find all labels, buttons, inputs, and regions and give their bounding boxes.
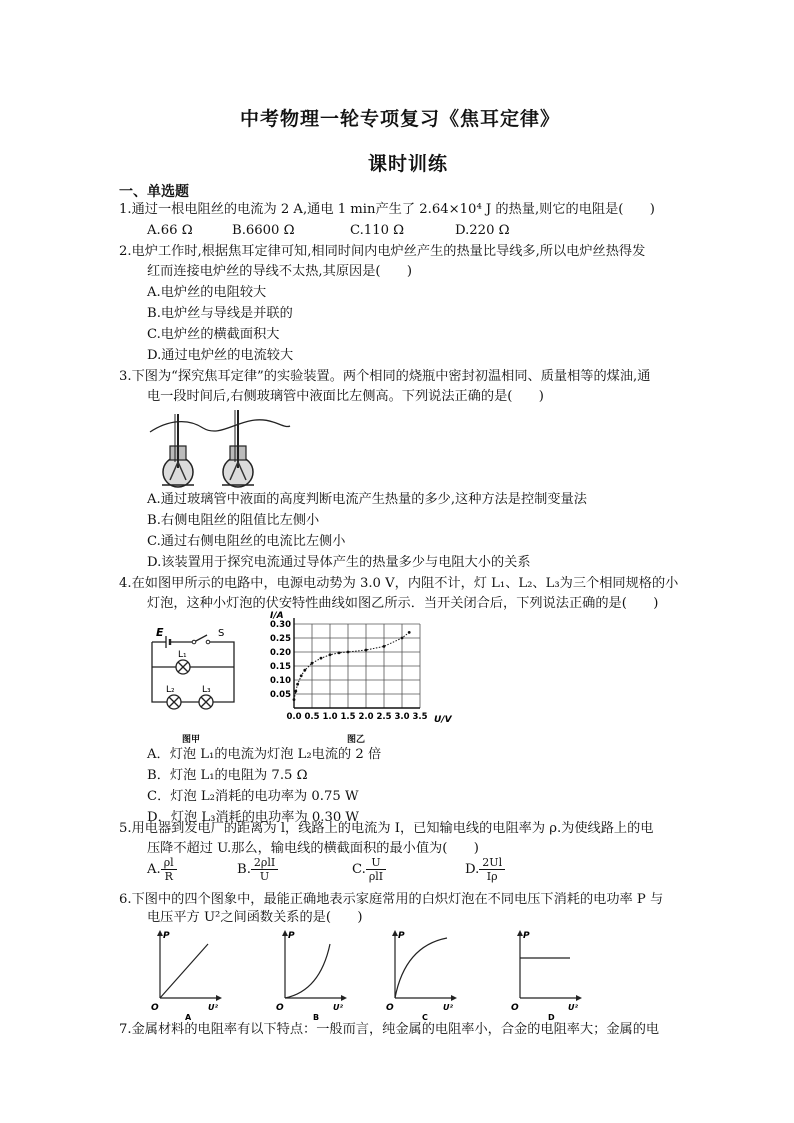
q5-d-numerator: 2Ul — [479, 856, 505, 870]
q2-option-b: B.电炉丝与导线是并联的 — [147, 306, 293, 321]
x-tick-label: 1.5 — [340, 712, 356, 722]
circuit-diagram — [144, 622, 244, 714]
q1-option-a: A.66 Ω — [147, 223, 193, 238]
data-point — [293, 698, 296, 701]
question-3-stem-line2: 电一段时间后,右侧玻璃管中液面比左侧高。下列说法正确的是( ) — [147, 389, 544, 404]
graph-a-y-label: P — [163, 931, 170, 941]
q4-option-c: C．灯泡 L₂消耗的电功率为 0.75 W — [147, 789, 359, 804]
x-tick-label: 0.5 — [304, 712, 320, 722]
q4-option-d: D．灯泡 L₃消耗的电功率为 0.30 W — [147, 810, 359, 825]
question-4-stem-line1: 4.在如图甲所示的电路中，电源电动势为 3.0 V，内阻不计，灯 L₁、L₂、L₃为三个相同规格的小 — [119, 576, 679, 591]
graph-b-y-label: P — [288, 931, 295, 941]
graph-d-y-label: P — [523, 931, 530, 941]
q4-option-b: B．灯泡 L₁的电阻为 7.5 Ω — [147, 768, 308, 783]
q1-option-b: B.6600 Ω — [232, 223, 295, 238]
question-2-stem-line2: 红而连接电炉丝的导线不太热,其原因是( ) — [147, 264, 413, 279]
y-tick-label: 0.25 — [270, 634, 291, 644]
q1-option-d: D.220 Ω — [455, 223, 510, 238]
q2-option-c: C.电炉丝的横截面积大 — [147, 327, 280, 342]
q3-option-b: B.右侧电阻丝的阻值比左侧小 — [147, 513, 320, 528]
graph-c-label: C — [422, 1013, 428, 1022]
x-tick-label: 1.0 — [322, 712, 338, 722]
x-tick-label: 3.5 — [412, 712, 428, 722]
x-tick-label: 2.5 — [376, 712, 392, 722]
graph-a-origin: O — [151, 1003, 159, 1013]
graph-c-y-label: P — [398, 931, 405, 941]
question-3-stem-line1: 3.下图为“探究焦耳定律”的实验装置。两个相同的烧瓶中密封初温相同、质量相等的煤油,通 — [119, 369, 651, 384]
q5-d-denominator: Iρ — [486, 870, 498, 883]
iu-characteristic-chart — [262, 606, 462, 728]
left-flask — [162, 414, 194, 487]
question-1-stem: 1.通过一根电阻丝的电流为 2 A,通电 1 min产生了 2.64×10⁴ J 的热量,则它的电阻是( ) — [119, 202, 655, 217]
data-point — [296, 683, 299, 686]
data-point — [401, 637, 404, 640]
question-4-stem-line2: 灯泡，这种小灯泡的伏安特性曲线如图乙所示．当开关闭合后，下列说法正确的是( ) — [147, 596, 659, 611]
circuit-label-e: E — [156, 626, 164, 639]
circuit-label-l2: L₂ — [166, 685, 175, 695]
data-point — [320, 657, 323, 660]
data-point — [383, 645, 386, 648]
page-subtitle: 课时训练 — [368, 153, 449, 175]
data-point — [329, 653, 332, 656]
circuit-caption: 图甲 — [182, 735, 201, 745]
circuit-label-l1: L₁ — [178, 650, 187, 660]
question-5-stem-line2: 压降不超过 U.那么，输电线的横截面积的最小值为( ) — [147, 841, 479, 856]
chart-y-label: I/A — [270, 611, 284, 621]
graph-c-x-label: U² — [443, 1003, 453, 1012]
q4-option-a: A．灯泡 L₁的电流为灯泡 L₂电流的 2 倍 — [147, 747, 382, 762]
graph-d-label: D — [548, 1013, 555, 1022]
q2-option-a: A.电炉丝的电阻较大 — [147, 285, 267, 300]
q5-option-c — [352, 856, 386, 883]
q5-option-a-label: A. — [147, 862, 161, 877]
data-point — [408, 631, 411, 634]
graph-d-origin: O — [511, 1003, 519, 1013]
q3-option-c: C.通过右侧电阻丝的电流比左侧小 — [147, 534, 346, 549]
graph-a-x-label: U² — [208, 1003, 218, 1012]
graph-b — [275, 926, 355, 1022]
graph-b-x-label: U² — [333, 1003, 343, 1012]
q1-option-c: C.110 Ω — [350, 223, 405, 238]
q5-option-b-label: B. — [237, 862, 251, 877]
data-point — [347, 651, 350, 654]
graph-b-origin: O — [276, 1003, 284, 1013]
q5-option-b — [237, 856, 278, 883]
q2-option-d: D.通过电炉丝的电流较大 — [147, 348, 294, 363]
graph-a-label: A — [185, 1013, 192, 1022]
circuit-label-l3: L₃ — [202, 685, 211, 695]
y-tick-label: 0.20 — [270, 648, 291, 658]
x-tick-label: 2.0 — [358, 712, 374, 722]
question-6-stem-line1: 6.下图中的四个图象中，最能正确地表示家庭常用的白炽灯泡在不同电压下消耗的电功率 P 与 — [119, 892, 664, 907]
q5-option-d — [465, 856, 505, 883]
q3-option-d: D.该装置用于探究电流通过导体产生的热量多少与电阻大小的关系 — [147, 555, 531, 570]
y-tick-label: 0.10 — [270, 676, 291, 686]
q5-a-numerator: ρl — [161, 856, 177, 870]
x-tick-label: 3.0 — [394, 712, 410, 722]
q5-option-a — [147, 856, 177, 883]
question-7-stem-line1: 7.金属材料的电阻率有以下特点：一般而言，纯金属的电阻率小，合金的电阻率大；金属的电 — [119, 1022, 660, 1037]
q5-b-denominator: U — [259, 870, 270, 883]
graph-c-origin: O — [386, 1003, 394, 1013]
q3-option-a: A.通过玻璃管中液面的高度判断电流产生热量的多少,这种方法是控制变量法 — [147, 492, 587, 507]
section-heading: 一、单选题 — [119, 184, 189, 200]
question-6-stem-line2: 电压平方 U²之间函数关系的是( ) — [147, 910, 363, 925]
y-tick-label: 0.05 — [270, 690, 291, 700]
graph-caption: 图乙 — [347, 735, 366, 745]
question-2-stem-line1: 2.电炉工作时,根据焦耳定律可知,相同时间内电炉丝产生的热量比导线多,所以电炉丝热得发 — [119, 244, 646, 259]
question-5-stem-line1: 5.用电器到发电厂的距离为 l，线路上的电流为 I，已知输电线的电阻率为 ρ.为使线路上的电 — [119, 821, 654, 836]
q5-option-d-label: D. — [465, 862, 480, 877]
data-point — [365, 649, 368, 652]
data-point — [338, 651, 341, 654]
data-point — [294, 690, 297, 693]
y-tick-label: 0.30 — [270, 620, 291, 630]
graph-a — [150, 926, 230, 1022]
data-point — [303, 669, 306, 672]
graph-b-label: B — [313, 1013, 320, 1022]
data-point — [300, 674, 303, 677]
q5-b-numerator: 2ρlI — [251, 856, 278, 870]
page-title: 中考物理一轮专项复习《焦耳定律》 — [240, 108, 561, 130]
graph-c — [385, 926, 465, 1022]
circuit-label-s: S — [218, 628, 225, 639]
q5-c-numerator: U — [366, 856, 386, 870]
y-tick-label: 0.15 — [270, 662, 291, 672]
chart-x-label: U/V — [434, 715, 452, 725]
q5-option-c-label: C. — [352, 862, 366, 877]
joule-experiment-apparatus — [148, 410, 293, 490]
q5-a-denominator: R — [164, 870, 173, 883]
x-tick-label: 0.0 — [286, 712, 302, 722]
graph-d-x-label: U² — [568, 1003, 578, 1012]
graph-d — [510, 926, 590, 1022]
q5-c-denominator: ρlI — [368, 870, 384, 883]
data-point — [311, 662, 314, 665]
